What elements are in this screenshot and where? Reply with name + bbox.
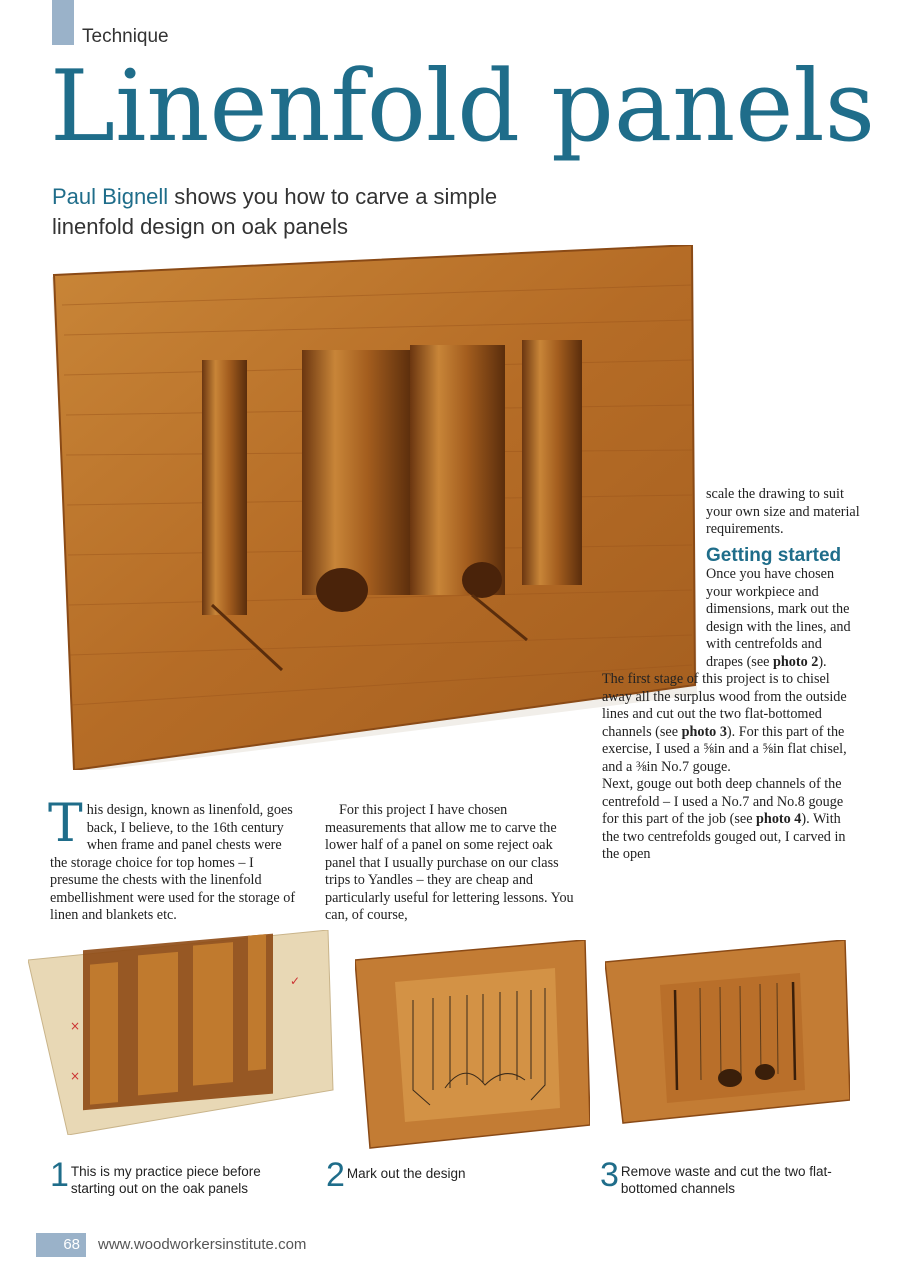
section-bar xyxy=(52,0,74,45)
col3-paragraph-4 xyxy=(602,776,860,864)
drop-cap: T xyxy=(48,794,83,854)
caption-3 xyxy=(600,1156,850,1197)
photo-2-ref: photo 2 xyxy=(772,653,819,670)
page-number: 68 xyxy=(36,1233,86,1257)
svg-text:×: × xyxy=(70,1019,81,1033)
p2-text: Once you have chosen your workpiece and dimensions, mark out the design with the lines, and with centrefolds and drapes (see xyxy=(706,566,851,670)
subhead-getting-started: Getting started xyxy=(706,544,842,566)
caption-2-text: Mark out the design xyxy=(346,1166,466,1181)
col1-text: his design, known as linenfold, goes back, I believe, to the 16th century when frame and panel chests were the storage choice for top homes – I presume the chests with the linenfold embellishment were used for the storage of linen and blankets etc. xyxy=(50,802,296,923)
caption-2-number: 2 xyxy=(326,1156,345,1194)
caption-2 xyxy=(326,1156,556,1194)
article-column-1 xyxy=(48,794,300,925)
caption-3-text: Remove waste and cut the two flat-bottomed channels xyxy=(620,1164,832,1196)
hero-panel-photo xyxy=(52,245,697,770)
col3-paragraph-2 xyxy=(602,566,860,671)
p4-text: Next, gouge out both deep channels of the centrefold – I used a No.7 and No.8 gouge for this part of the job (see xyxy=(602,776,844,827)
p2-end: ). xyxy=(818,653,827,670)
p3-text: The first stage of this project is to chisel away all the surplus wood from the outside lines and cut out the two flat-bottomed channels (see xyxy=(602,671,847,740)
col2-text: For this project I have chosen measurements that allow me to carve the lower half of a panel on some reject oak panel that I usually purchase on our class trips to Yandles – they are cheap and particularly useful for lettering lessons. You can, of course, xyxy=(325,802,574,923)
col3-paragraph-3 xyxy=(602,671,860,776)
photo-3-remove-waste xyxy=(605,940,850,1125)
photo-3-ref: photo 3 xyxy=(681,723,727,740)
photo-1-practice-piece xyxy=(28,930,338,1135)
standfirst-text: shows you how to carve a simple linenfold design on oak panels xyxy=(52,184,498,239)
page-title: Linenfold panels xyxy=(50,50,876,164)
col3-paragraph-1: scale the drawing to suit your own size and material requirements. xyxy=(706,486,860,537)
photo-4-ref: photo 4 xyxy=(756,811,802,827)
article-column-2 xyxy=(325,802,580,925)
photo-2-mark-out xyxy=(355,940,590,1150)
caption-1 xyxy=(50,1156,280,1197)
p3-end: ). For this part of the exercise, I used a ⅝in and a ⅝in flat chisel, and a ⅜in No.7 gouge. xyxy=(602,723,847,775)
svg-text:✓: ✓ xyxy=(290,974,301,988)
author-name: Paul Bignell xyxy=(52,184,169,209)
footer-url[interactable]: www.woodworkersinstitute.com xyxy=(98,1236,307,1253)
article-column-3 xyxy=(602,486,860,864)
caption-1-text: This is my practice piece before starting out on the oak panels xyxy=(70,1164,261,1196)
caption-1-number: 1 xyxy=(50,1156,69,1194)
section-label: Technique xyxy=(82,26,169,47)
caption-3-number: 3 xyxy=(600,1156,619,1194)
p4-end: ). With the two centrefolds gouged out, I carved in the open xyxy=(602,811,846,862)
standfirst xyxy=(52,182,522,242)
svg-text:×: × xyxy=(70,1069,81,1083)
